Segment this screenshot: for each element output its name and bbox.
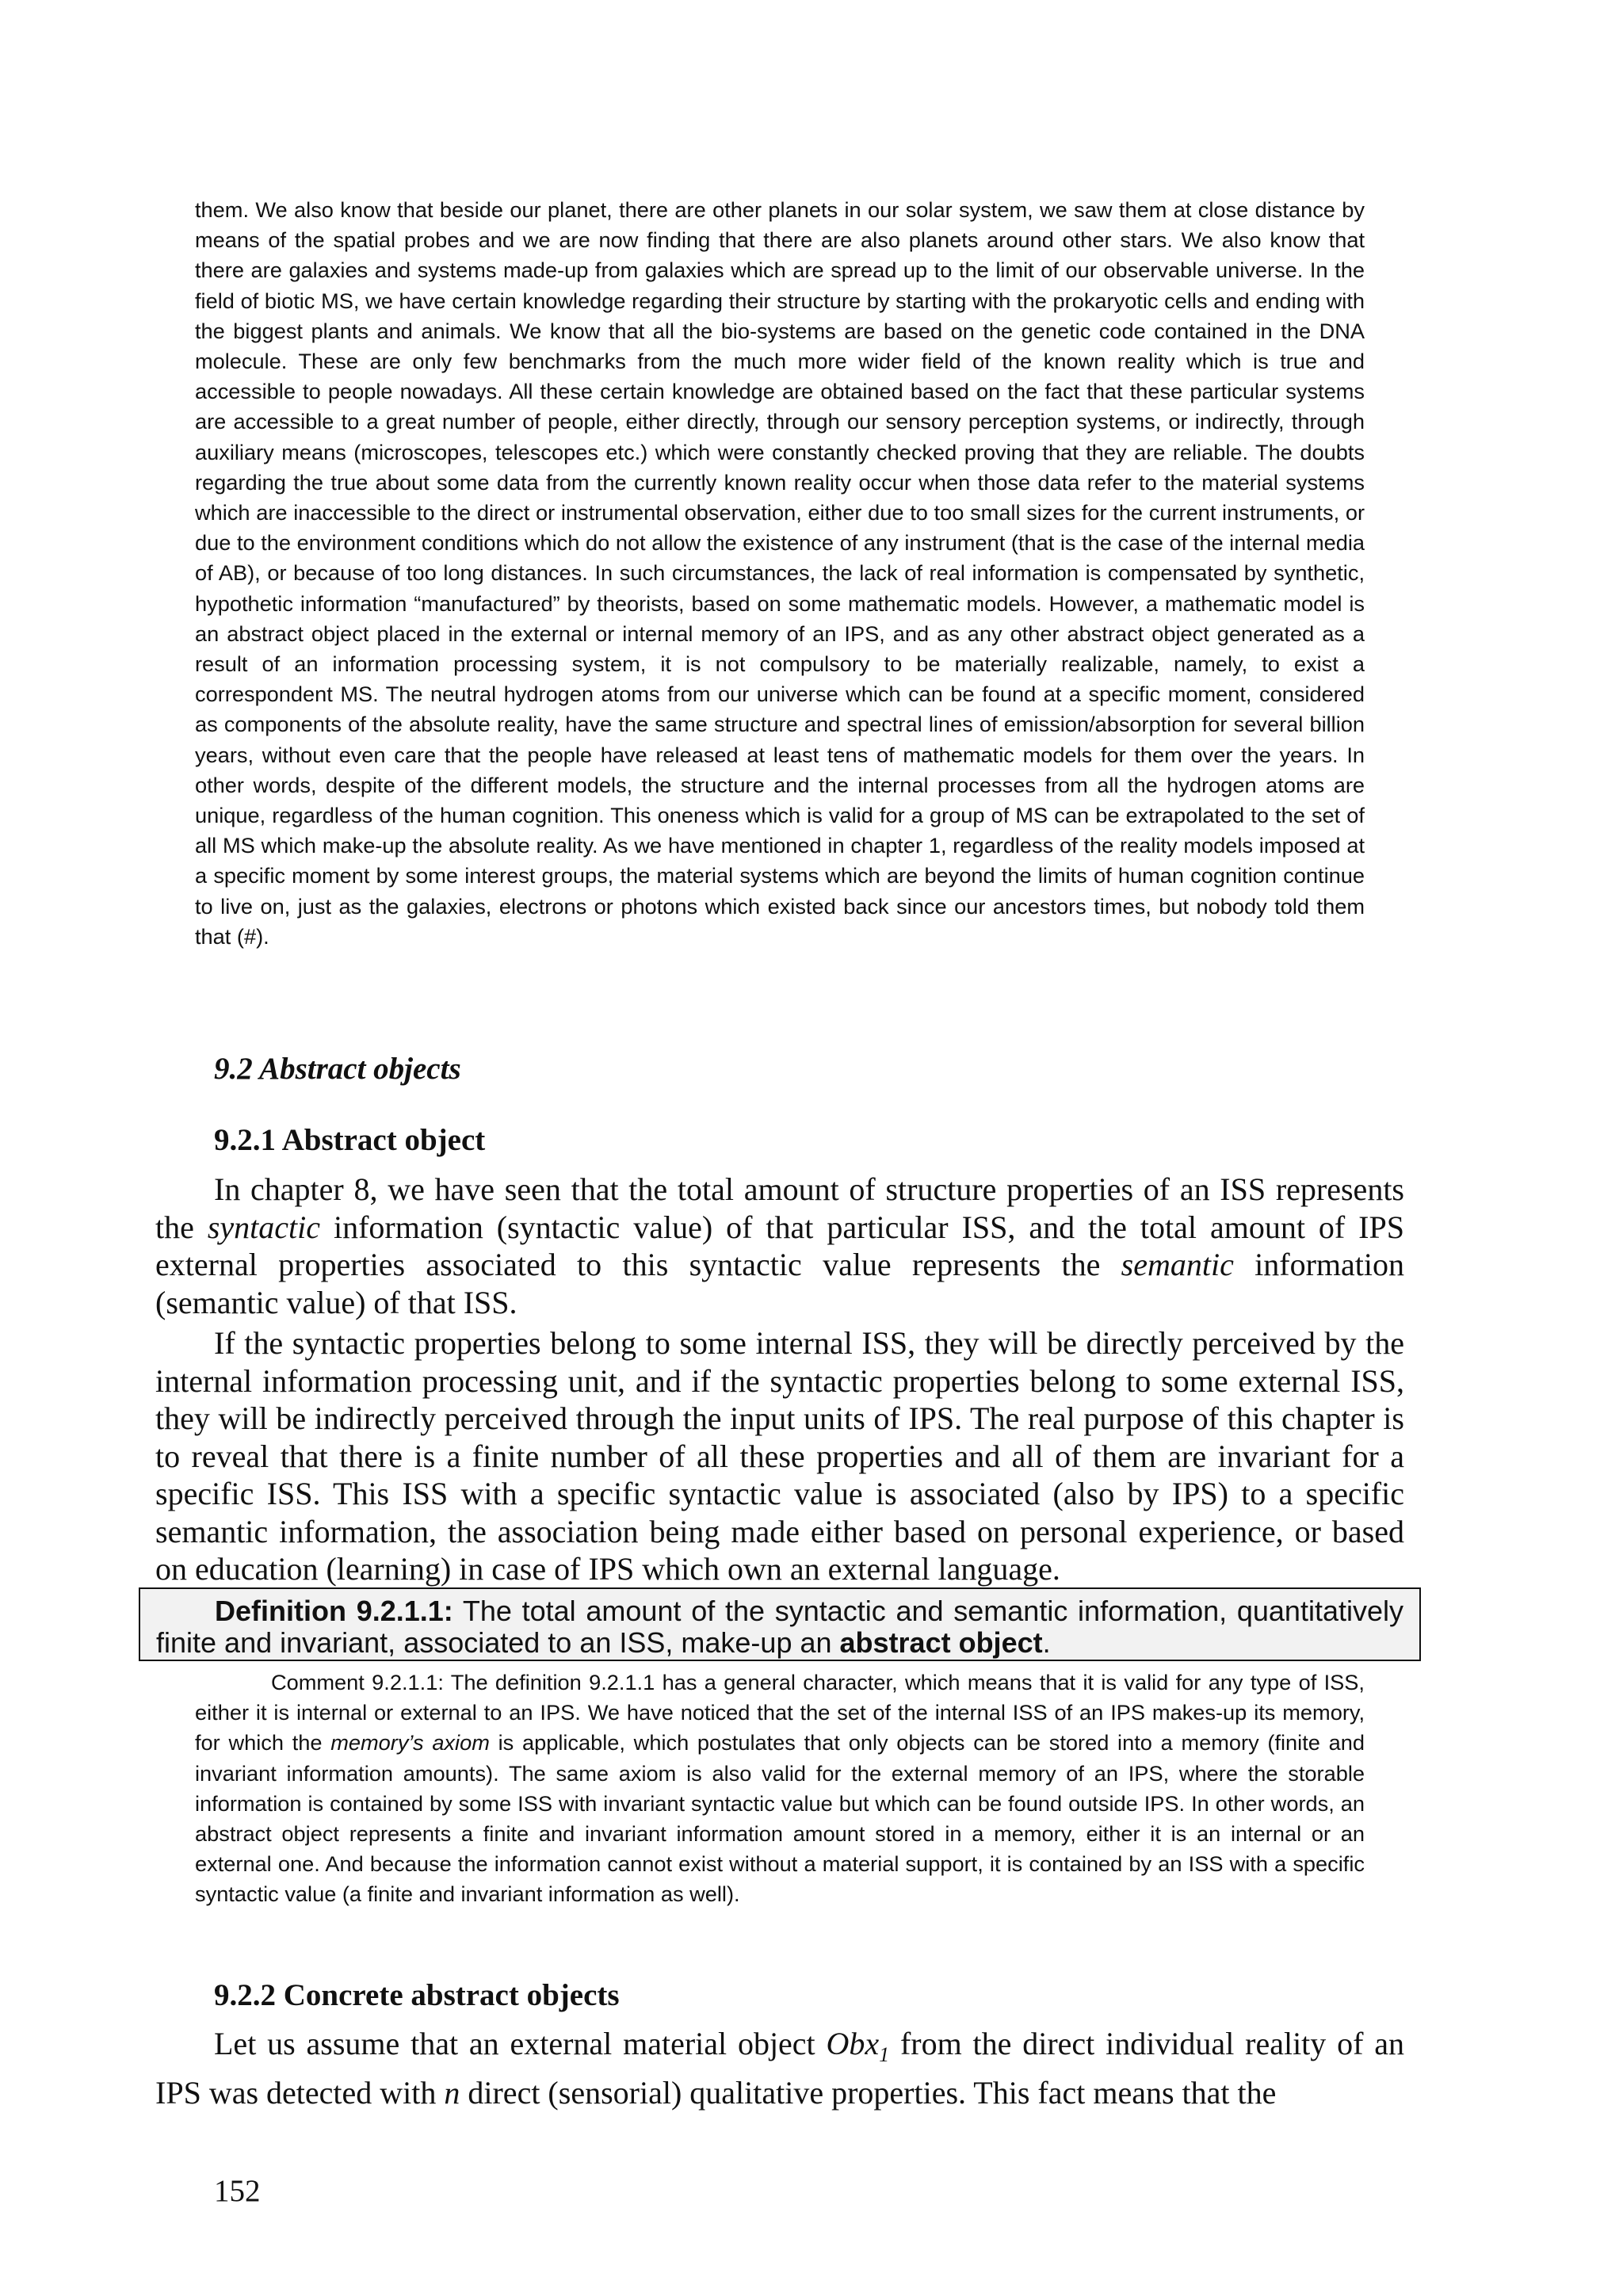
comment-paragraph [195, 1668, 1365, 1910]
definition-term: abstract object [839, 1626, 1043, 1659]
page-number: 152 [214, 2174, 261, 2208]
intro-text: them. We also know that beside our planet, there are other planets in our solar system, we saw them at close distance by means of the spatial probes and we are now finding that there are also planets around other stars. We also know that there are galaxies and systems made-up from galaxies which are spread up to the limit of our observable universe. In the field of biotic MS, we have certain knowledge regarding their structure by starting with the prokaryotic cells and ending with the biggest plants and animals. We know that all the bio-systems are based on the genetic code contained in the DNA molecule. These are only few benchmarks from the much more wider field of the known reality which is true and accessible to people nowadays. All these certain knowledge are obtained based on the fact that these particular systems are accessible to a great number of people, either directly, through our sensory perception systems, or indirectly, through auxiliary means (microscopes, telescopes etc.) which were constantly checked proving that they are reliable. The doubts regarding the true about some data from the currently known reality occur when those data refer to the material systems which are inaccessible to the direct or instrumental observation, either due to too small sizes for the current instruments, or due to the environment conditions which do not allow the existence of any instrument (that is the case of the internal media of AB), or because of too long distances. In such circumstances, the lack of real information is compensated by synthetic, hypothetic information “manufactured” by theorists, based on some mathematic models. However, a mathematic model is an abstract object placed in the external or internal memory of an IPS, and as any other abstract object generated as a result of an information processing system, it is not compulsory to be materially realizable, namely, to exist a correspondent MS. The neutral hydrogen atoms from our universe which can be found at a specific moment, considered as components of the absolute reality, have the same structure and spectral lines of emission/absorption for several billion years, without even care that the people have released at least tens of mathematic models for them over the years. In other words, despite of the different models, the structure and the internal processes from all the hydrogen atoms are unique, regardless of the human cognition. This oneness which is valid for a group of MS can be extrapolated to the set of all MS which make-up the absolute reality. As we have mentioned in chapter 1, regardless of the reality models imposed at a specific moment by some interest groups, the material systems which are beyond the limits of human cognition continue to live on, just as the galaxies, electrons or photons which existed back since our ancestors times, but nobody told them that (#). [195, 197, 1365, 949]
body-paragraph-1 [155, 1171, 1404, 1321]
object-symbol-base: Obx [826, 2026, 880, 2061]
subsection-heading-abstract-object: 9.2.1 Abstract object [214, 1123, 486, 1157]
paragraph-1-text-b: information (syntactic value) of that particular ISS, and the total amount of IPS external properties associated to this syntactic value represents the [155, 1209, 1404, 1282]
intro-paragraph [195, 195, 1365, 952]
comment-text-b: is applicable, which postulates that only objects can be stored into a memory (finite and invariant information amounts). The same axiom is also valid for the external memory of an IPS, where the storable information is contained by some ISS with invariant syntactic value but which can be found outside IPS. In other words, an abstract object represents a finite and invariant information amount stored in a memory, either it is an internal or an external one. And because the information cannot exist without a material support, it is contained by an ISS with a specific syntactic value (a finite and invariant information as well). [195, 1730, 1365, 1907]
paragraph-2-text: If the syntactic properties belong to some internal ISS, they will be directly perceived by the internal information processing unit, and if the syntactic properties belong to some external ISS, they will be indirectly perceived through the input units of IPS. The real purpose of this chapter is to reveal that there is a finite number of all these properties and all of them are invariant for a specific ISS. This ISS with a specific syntactic value is associated (also by IPS) to a specific semantic information, the association being made either based on personal experience, or based on education (learning) in case of IPS which own an external language. [155, 1325, 1404, 1587]
body-paragraph-2 [155, 1324, 1404, 1588]
memory-axiom-term: memory’s axiom [330, 1730, 490, 1755]
paragraph-3-text-a: Let us assume that an external material object [214, 2026, 827, 2061]
definition-paragraph [156, 1595, 1403, 1659]
paragraph-3-text-c: direct (sensorial) qualitative properties. This fact means that the [460, 2074, 1277, 2111]
definition-text: The total amount of the syntactic and semantic information, quantitatively finite and invariant, associated to an ISS, make-up an [156, 1595, 1403, 1659]
subsection-heading-concrete-abstract-objects: 9.2.2 Concrete abstract objects [214, 1978, 620, 2012]
paragraph-1-text-c: information (semantic value) of that ISS. [155, 1247, 1404, 1320]
semantic-term: semantic [1121, 1247, 1234, 1282]
paragraph-1-text-a: In chapter 8, we have seen that the total amount of structure properties of an ISS represents the [155, 1171, 1404, 1245]
definition-box [139, 1587, 1421, 1661]
object-symbol [826, 2026, 890, 2066]
body-paragraph-3 [155, 2025, 1404, 2111]
object-symbol-subscript: 1 [879, 2043, 890, 2066]
n-variable: n [444, 2074, 460, 2111]
syntactic-term: syntactic [207, 1209, 321, 1245]
definition-label: Definition 9.2.1.1: [215, 1595, 453, 1627]
comment-text-a: Comment 9.2.1.1: The definition 9.2.1.1 has a general character, which means that it is valid for any type of ISS, either it is internal or external to an IPS. We have noticed that the set of the internal ISS of an IPS makes-up its memory, for which the [195, 1670, 1365, 1755]
definition-end: . [1042, 1626, 1051, 1659]
section-heading: 9.2 Abstract objects [214, 1052, 461, 1086]
paragraph-3-text-b: from the direct individual reality of an IPS was detected with [155, 2026, 1405, 2111]
